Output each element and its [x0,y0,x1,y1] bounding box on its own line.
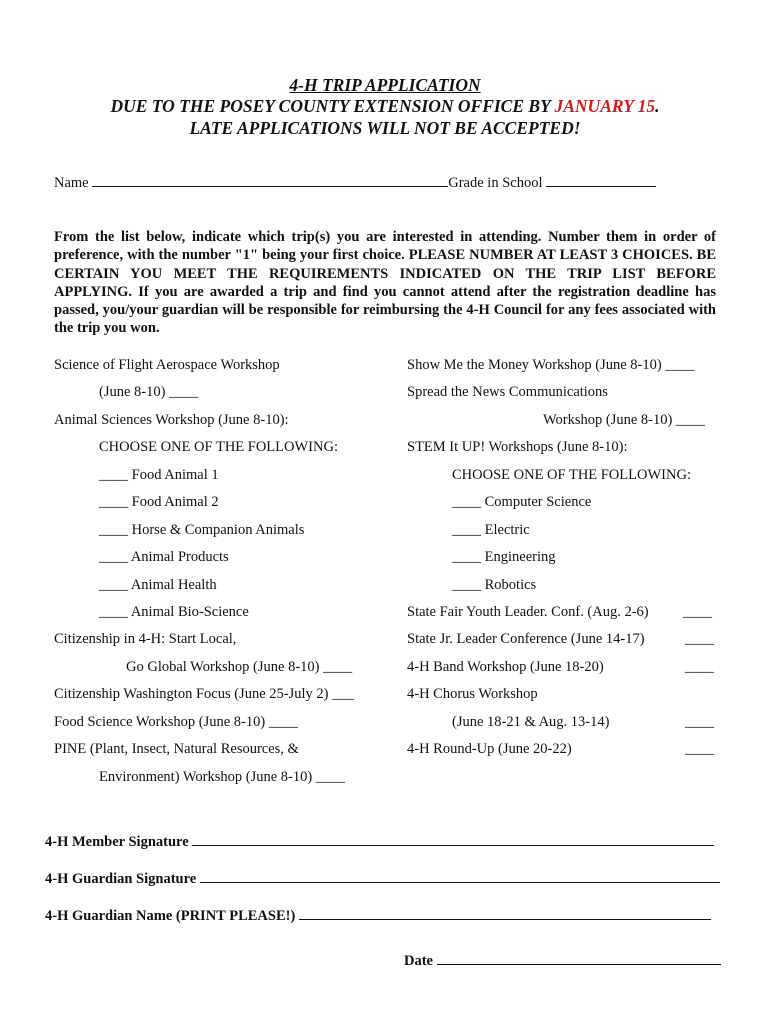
animal-option[interactable]: ____ Food Animal 1 [99,467,219,483]
state-fair-blank[interactable]: ____ [683,604,712,620]
chorus-blank[interactable]: ____ [685,714,714,730]
date-row [404,951,721,970]
band-label: 4-H Band Workshop (June 18-20) [407,659,604,675]
chorus-label: 4-H Chorus Workshop [407,686,538,702]
citizenship-label: Citizenship in 4-H: Start Local, [54,631,237,647]
date-field[interactable] [437,951,721,965]
food-science-workshop[interactable]: Food Science Workshop (June 8-10) ____ [54,714,298,730]
news-label: Spread the News Communications [407,384,608,400]
flight-workshop-label: Science of Flight Aerospace Workshop [54,357,280,373]
state-fair-label: State Fair Youth Leader. Conf. (Aug. 2-6) [407,604,649,620]
guardian-signature-field[interactable] [200,869,720,883]
late-notice: LATE APPLICATIONS WILL NOT BE ACCEPTED! [189,118,581,138]
stem-option[interactable]: ____ Computer Science [452,494,592,510]
pine-dates[interactable]: Environment) Workshop (June 8-10) ____ [99,769,345,785]
grade-label: Grade in School [448,175,543,191]
grade-field[interactable] [546,173,656,187]
name-field-row [54,173,656,192]
due-date: JANUARY 15 [554,96,656,116]
animal-option[interactable]: ____ Horse & Companion Animals [99,522,305,538]
instructions-paragraph: From the list below, indicate which trip(s) you are interested in attending. Number them in order of preference, with the number "1" being your first choice. PLEASE NUMBER AT LEAST 3 CHOICES. BE CERTAIN YOU MEET THE REQUIREMENTS INDICATED ON THE TRIP LIST BEFORE APPLYING. If you are awarded a trip and find you cannot attend after the registration deadline has passed, you/your guardian will be responsible for reimbursing the 4-H Council for any fees associated with the trip you won. [54,229,716,337]
stem-label: STEM It UP! Workshops (June 8-10): [407,439,628,455]
news-dates[interactable]: Workshop (June 8-10) ____ [543,412,705,428]
guardian-signature-label: 4-H Guardian Signature [45,871,197,887]
jr-leader-label: State Jr. Leader Conference (June 14-17) [407,631,645,647]
animal-option[interactable]: ____ Animal Health [99,577,217,593]
member-signature-row [45,832,714,851]
stem-option[interactable]: ____ Electric [452,522,530,538]
stem-option[interactable]: ____ Robotics [452,577,537,593]
money-workshop[interactable]: Show Me the Money Workshop (June 8-10) ____ [407,357,695,373]
animal-sciences-label: Animal Sciences Workshop (June 8-10): [54,412,289,428]
chorus-dates: (June 18-21 & Aug. 13-14) [452,714,610,730]
member-signature-field[interactable] [192,832,714,846]
citizenship-washington[interactable]: Citizenship Washington Focus (June 25-July 2) ___ [54,686,354,702]
form-title: 4-H TRIP APPLICATION [289,75,481,95]
jr-leader-blank[interactable]: ____ [685,631,714,647]
guardian-name-label: 4-H Guardian Name (PRINT PLEASE!) [45,908,296,924]
pine-label: PINE (Plant, Insect, Natural Resources, & [54,741,299,757]
stem-option[interactable]: ____ Engineering [452,549,556,565]
due-notice: DUE TO THE POSEY COUNTY EXTENSION OFFICE BY JANUARY 15. [110,96,660,116]
name-field[interactable] [92,173,448,187]
citizenship-dates[interactable]: Go Global Workshop (June 8-10) ____ [126,659,353,675]
animal-option[interactable]: ____ Animal Bio-Science [99,604,249,620]
band-blank[interactable]: ____ [685,659,714,675]
name-label: Name [54,175,89,191]
guardian-name-field[interactable] [299,906,711,920]
guardian-name-row [45,906,711,925]
roundup-blank[interactable]: ____ [685,741,714,757]
stem-choose-label: CHOOSE ONE OF THE FOLLOWING: [452,467,691,483]
date-label: Date [404,953,433,969]
animal-option[interactable]: ____ Food Animal 2 [99,494,219,510]
member-signature-label: 4-H Member Signature [45,834,189,850]
roundup-label: 4-H Round-Up (June 20-22) [407,741,572,757]
guardian-signature-row [45,869,720,888]
animal-choose-label: CHOOSE ONE OF THE FOLLOWING: [99,439,338,455]
animal-option[interactable]: ____ Animal Products [99,549,229,565]
flight-workshop-dates[interactable]: (June 8-10) ____ [99,384,199,400]
